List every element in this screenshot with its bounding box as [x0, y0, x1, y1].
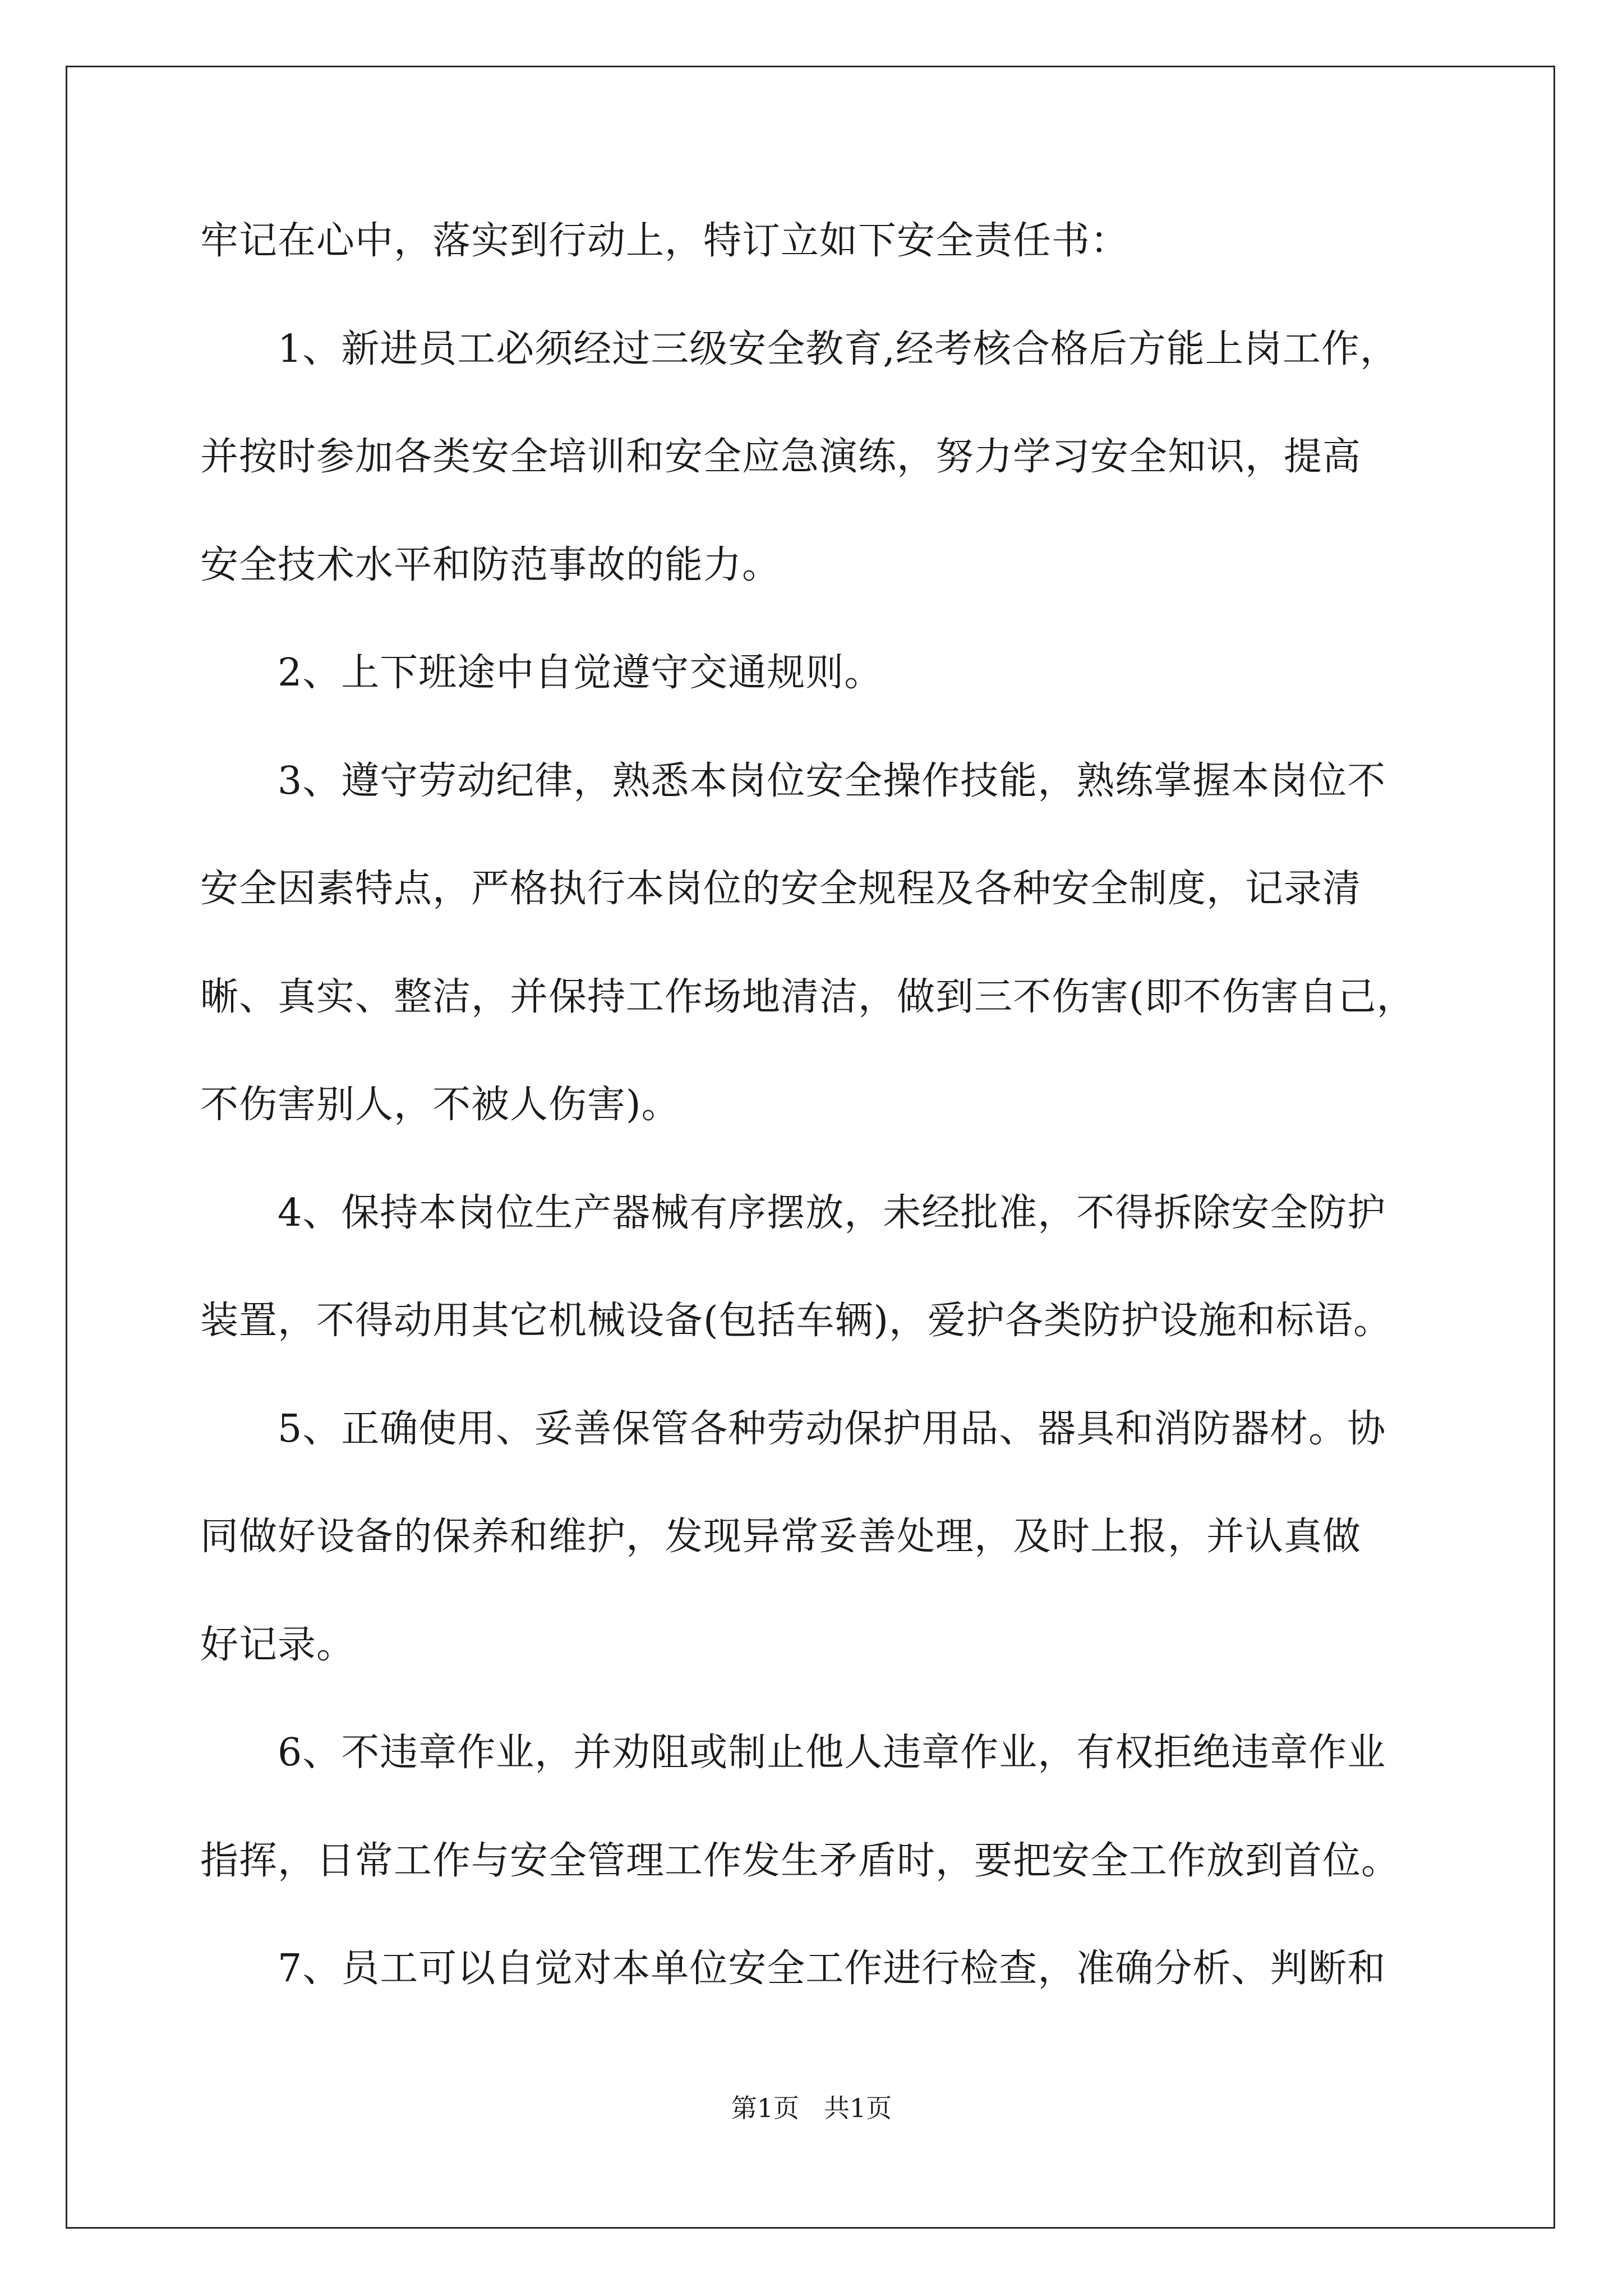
- text-line: 2、上下班途中自觉遵守交通规则。: [278, 651, 883, 695]
- text-line: 5、正确使用、妥善保管各种劳动保护用品、器具和消防器材。协: [278, 1406, 1386, 1451]
- text-line: 6、不违章作业，并劝阻或制止他人违章作业，有权拒绝违章作业: [278, 1731, 1386, 1775]
- text-line: 装置，不得动用其它机械设备(包括车辆)，爱护各类防护设施和标语。: [200, 1299, 1393, 1343]
- text-line: 安全技术水平和防范事故的能力。: [200, 542, 781, 587]
- page-number-total: 共1页: [824, 2093, 892, 2123]
- page-footer: [0, 2091, 1623, 2125]
- text-line: 牢记在心中，落实到行动上，特订立如下安全责任书：: [200, 219, 1129, 263]
- text-line: 好记录。: [200, 1622, 356, 1667]
- text-line: 4、保持本岗位生产器械有序摆放，未经批准，不得拆除安全防护: [278, 1190, 1386, 1235]
- text-line: 并按时参加各类安全培训和安全应急演练，努力学习安全知识，提高: [200, 435, 1362, 479]
- text-line: 1、新进员工必须经过三级安全教育,经考核合格后方能上岗工作，: [278, 326, 1399, 371]
- text-line: 同做好设备的保养和维护，发现异常妥善处理，及时上报，并认真做: [200, 1515, 1362, 1559]
- text-line: 安全因素特点，严格执行本岗位的安全规程及各种安全制度，记录清: [200, 867, 1362, 911]
- text-line: 指挥，日常工作与安全管理工作发生矛盾时，要把安全工作放到首位。: [200, 1838, 1400, 1883]
- document-body: [200, 214, 1434, 2050]
- text-line: 7、员工可以自觉对本单位安全工作进行检查，准确分析、判断和: [278, 1947, 1386, 1991]
- text-line: 不伤害别人，不被人伤害)。: [200, 1083, 680, 1127]
- page-number-current: 第1页: [731, 2093, 799, 2123]
- text-line: 3、遵守劳动纪律，熟悉本岗位安全操作技能，熟练掌握本岗位不: [278, 758, 1386, 803]
- text-line: 晰、真实、整洁，并保持工作场地清洁，做到三不伤害(即不伤害自己，: [200, 974, 1415, 1019]
